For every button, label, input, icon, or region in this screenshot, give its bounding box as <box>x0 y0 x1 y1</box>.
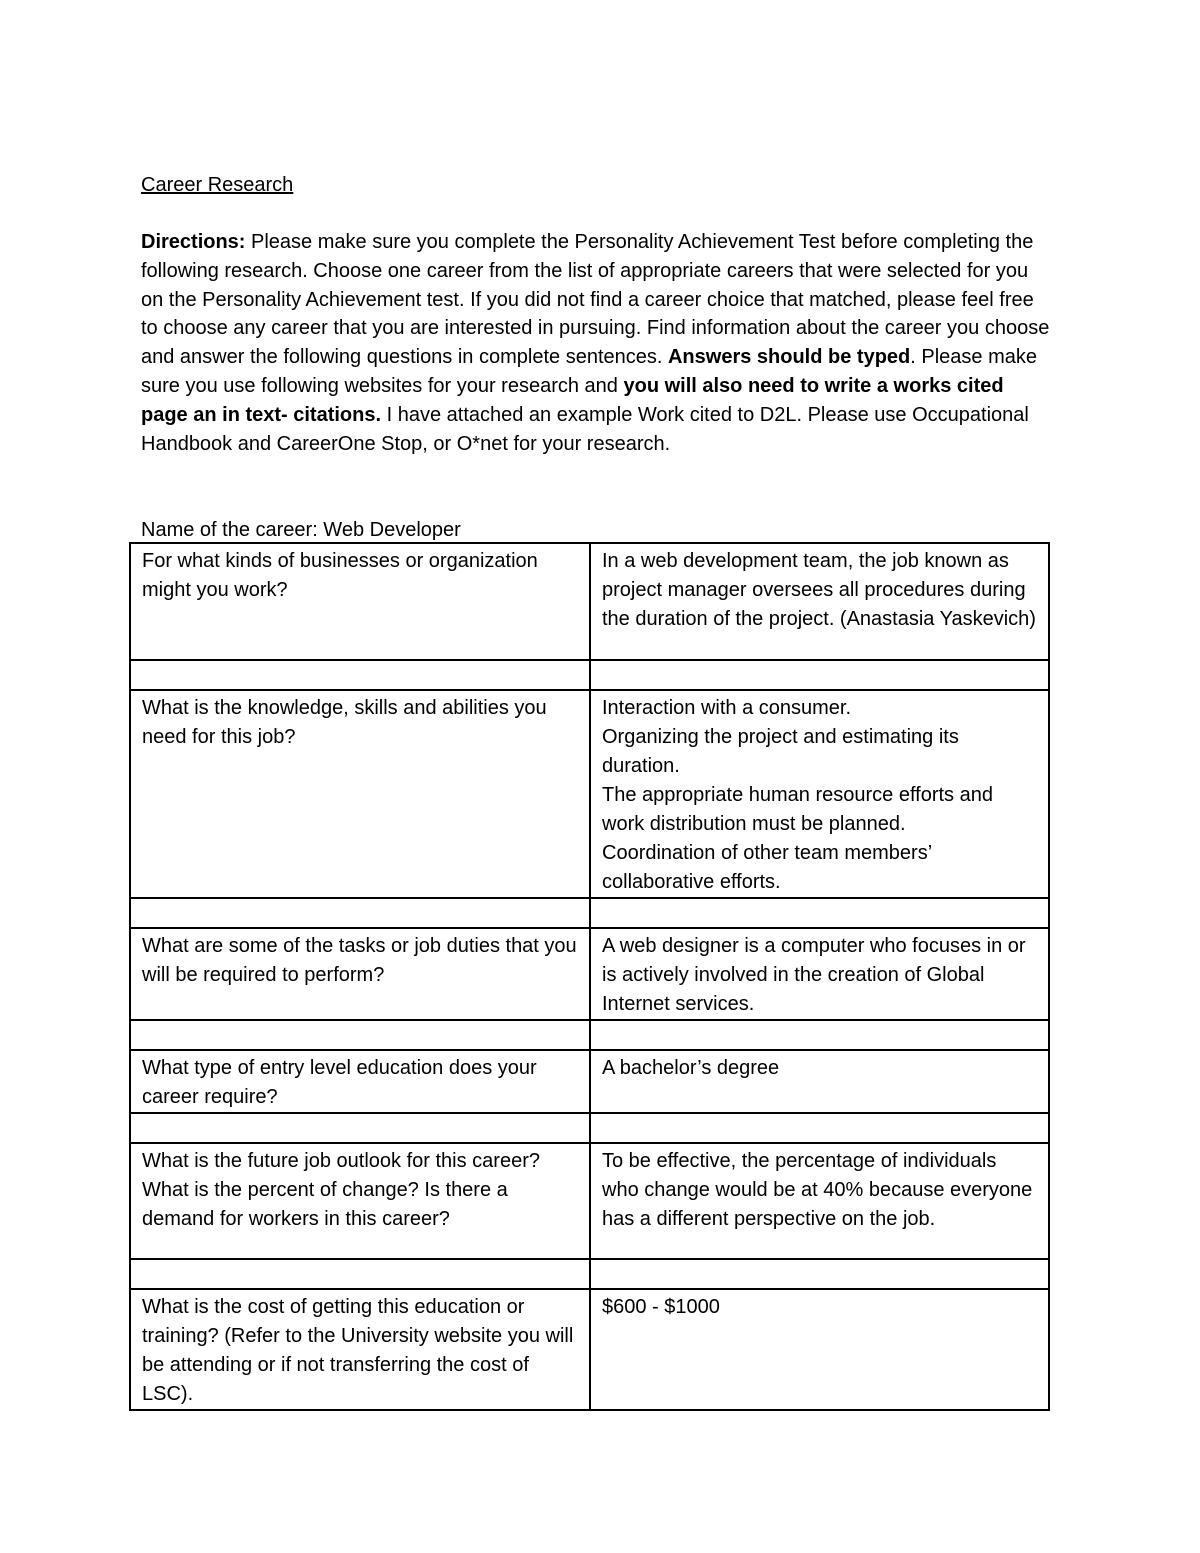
empty-cell <box>130 1020 590 1050</box>
directions-text-3: I have attached an example Work cited to D2L. Please use Occupational Handbook and CareerOne Stop, or O*net for your research. <box>141 403 1029 455</box>
career-name: Name of the career: Web Developer <box>141 519 461 541</box>
answer-line: A web designer is a computer who focuses in or is actively involved in the creation of Global Internet services. <box>602 935 1026 1015</box>
question-cell: For what kinds of businesses or organization might you work? <box>130 543 590 660</box>
question-cell: What are some of the tasks or job duties that you will be required to perform? <box>130 928 590 1020</box>
page-title: Career Research <box>141 174 294 196</box>
table-row <box>130 928 1049 1020</box>
empty-cell <box>130 898 590 928</box>
answer-cell <box>590 543 1049 660</box>
directions-text-2: . Please make sure you use following websites for your research and <box>141 346 1037 397</box>
spacer-row <box>130 898 1049 928</box>
answer-cell <box>590 1050 1049 1113</box>
empty-cell <box>590 1259 1049 1289</box>
spacer-row <box>130 1020 1049 1050</box>
spacer-row <box>130 1259 1049 1289</box>
answer-line: Interaction with a consumer. <box>602 697 852 719</box>
empty-cell <box>130 1259 590 1289</box>
answer-line: To be effective, the percentage of individuals who change would be at 40% because everyone has a different perspective on the job. <box>602 1150 1033 1230</box>
table-row <box>130 1050 1049 1113</box>
answer-line: A bachelor’s degree <box>602 1057 780 1079</box>
answer-line: Coordination of other team members’ collaborative efforts. <box>602 842 932 893</box>
question-cell: What type of entry level education does your career require? <box>130 1050 590 1113</box>
table-row <box>130 690 1049 898</box>
empty-cell <box>590 898 1049 928</box>
answer-line: In a web development team, the job known as project manager oversees all procedures during the duration of the project. (Anastasia Yaskevich) <box>602 550 1036 630</box>
directions-label: Directions: <box>141 231 246 253</box>
spacer-row <box>130 660 1049 690</box>
directions-text-1: Please make sure you complete the Personality Achievement Test before completing the following research. Choose one career from the list of appropriate careers that were selected for you on the Personality Achievement test. If you did not find a career choice that matched, please feel free to choose any career that you are interested in pursuing. Find information about the career you choose and answer the following questions in complete sentences. <box>141 231 1050 369</box>
directions-emphasis-typed: Answers should be typed <box>667 346 911 369</box>
question-cell: What is the cost of getting this education or training? (Refer to the University website you will be attending or if not transferring the cost of LSC). <box>130 1289 590 1410</box>
empty-cell <box>130 1113 590 1143</box>
answer-cell <box>590 690 1049 898</box>
table-row <box>130 543 1049 660</box>
directions-paragraph <box>141 228 1053 458</box>
answer-line: Organizing the project and estimating its duration. <box>602 726 959 777</box>
question-cell: What is the future job outlook for this career? What is the percent of change? Is there a demand for workers in this career? <box>130 1143 590 1259</box>
empty-cell <box>590 1113 1049 1143</box>
directions-emphasis-citations: you will also need to write a works cited page an in text- citations. <box>141 374 1004 426</box>
answer-cell <box>590 1289 1049 1410</box>
table-row <box>130 1289 1049 1410</box>
question-cell: What is the knowledge, skills and abilities you need for this job? <box>130 690 590 898</box>
answer-cell <box>590 1143 1049 1259</box>
research-table <box>129 542 1050 1411</box>
answer-line: The appropriate human resource efforts and work distribution must be planned. <box>602 784 993 835</box>
table-row <box>130 1143 1049 1259</box>
empty-cell <box>130 660 590 690</box>
empty-cell <box>590 1020 1049 1050</box>
spacer-row <box>130 1113 1049 1143</box>
answer-cell <box>590 928 1049 1020</box>
empty-cell <box>590 660 1049 690</box>
answer-line: $600 - $1000 <box>602 1296 720 1318</box>
